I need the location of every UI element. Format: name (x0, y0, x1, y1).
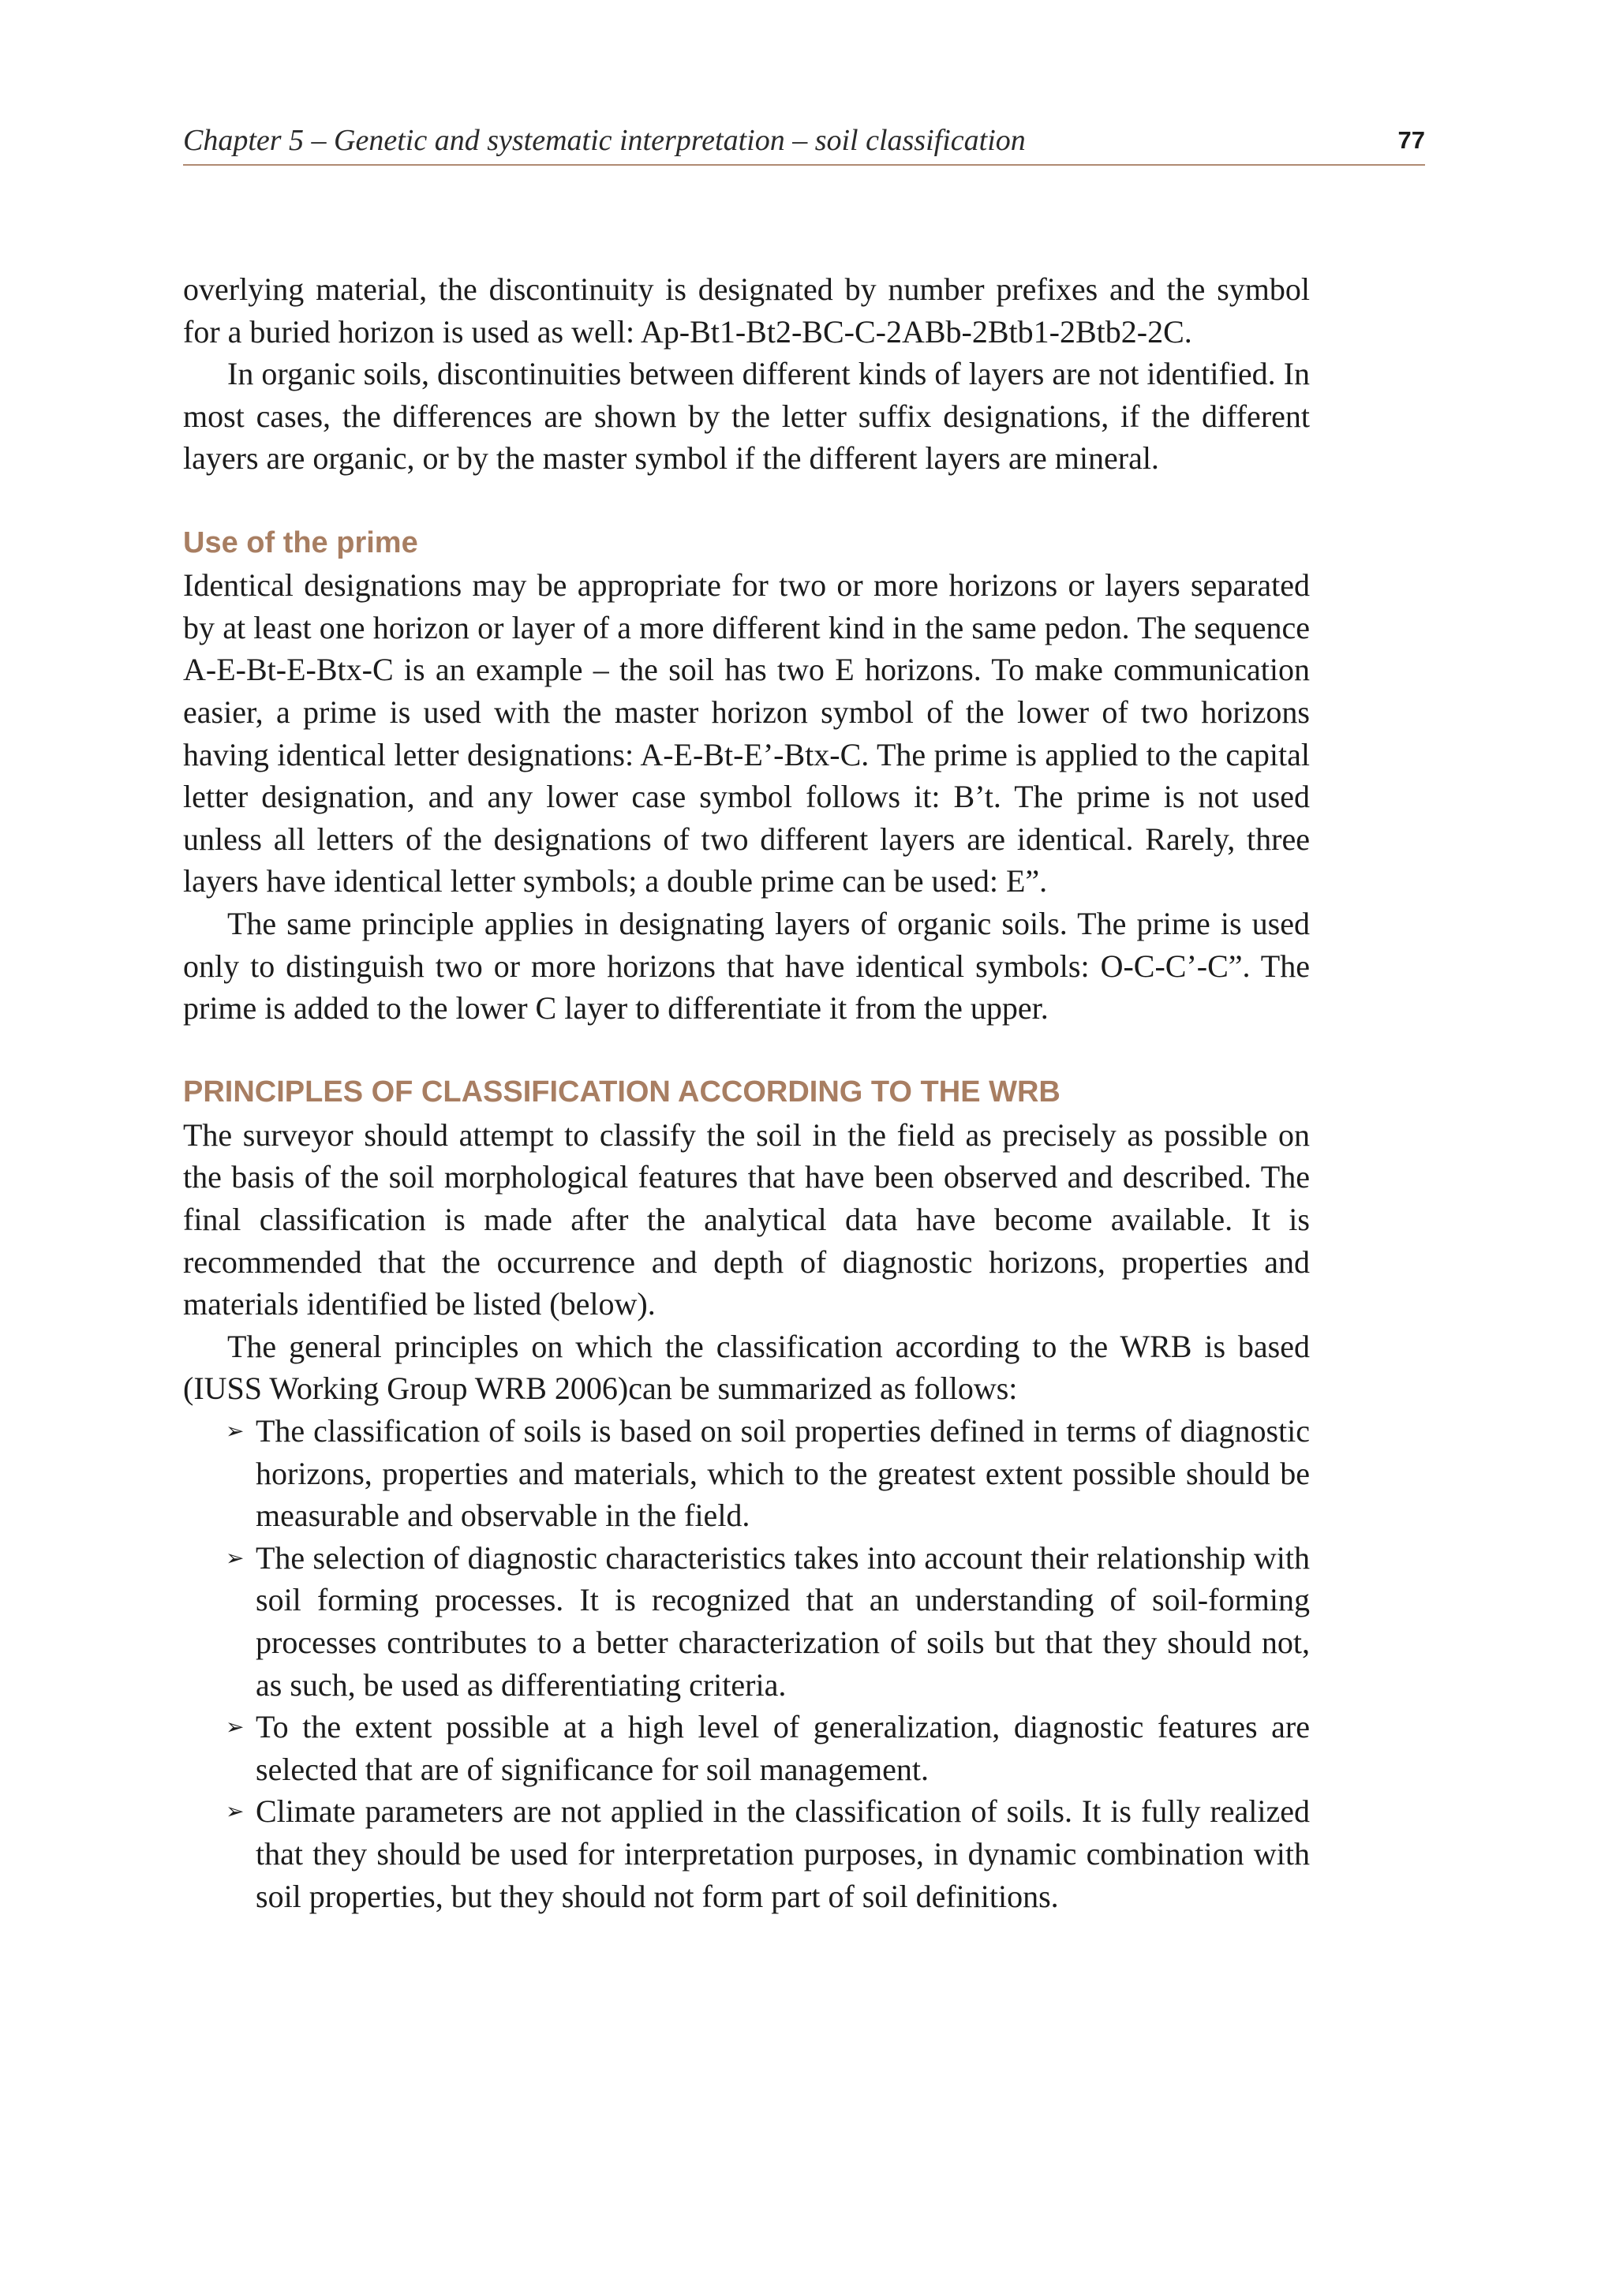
list-item-text: The classification of soils is based on soil properties defined in terms of diagnostic horizons, properties and materials, which to the greatest extent possible should be measurable and observable in the field. (256, 1413, 1310, 1534)
list-item (183, 1706, 1310, 1790)
arrow-bullet-icon: ➢ (226, 1418, 245, 1445)
section-spacer (183, 1030, 1310, 1072)
principles-list (183, 1410, 1310, 1917)
arrow-bullet-icon: ➢ (226, 1798, 245, 1825)
paragraph-prime-identical: Identical designations may be appropriate for two or more horizons or layers separated by at least one horizon or layer of a more different kind in the same pedon. The sequence A-E-Bt-E-Btx-C is an example – the soil has two E horizons. To make communication easier, a prime is used with the master horizon symbol of the lower of two horizons having identical letter designations: A-E-Bt-E’-Btx-C. The prime is applied to the capital letter designation, and any lower case symbol follows it: B’t. The prime is not used unless all letters of the designations of two different layers are identical. Rarely, three layers have identical letter symbols; a double prime can be used: E”. (183, 567, 1310, 899)
main-content (183, 268, 1310, 1917)
paragraph-prime-organic: The same principle applies in designating layers of organic soils. The prime is used only to distinguish two or more horizons that have identical symbols: O-C-C’-C”. The prime is added to the lower C layer to differentiate it from the upper. (183, 905, 1310, 1026)
list-item-text: The selection of diagnostic characteristics takes into account their relationship with soil forming processes. It is recognized that an understanding of soil-forming processes contributes to a better characterization of soils but that they should not, as such, be used as differentiating criteria. (256, 1539, 1310, 1703)
list-item (183, 1537, 1310, 1706)
arrow-bullet-icon: ➢ (226, 1714, 245, 1741)
page-number: 77 (1397, 126, 1425, 154)
paragraph-wrb-surveyor: The surveyor should attempt to classify the soil in the field as precisely as possible on the basis of the soil morphological features that have been observed and described. The final classification is made after the analytical data have become available. It is recommended that the occurrence and depth of diagnostic horizons, properties and materials identified be listed (below). (183, 1116, 1310, 1322)
paragraph-discontinuity: overlying material, the discontinuity is designated by number prefixes and the symbol for a buried horizon is used as well: Ap-Bt1-Bt2-BC-C-2ABb-2Btb1-2Btb2-2C. (183, 271, 1310, 350)
list-item-text: To the extent possible at a high level of generalization, diagnostic features are selected that are of significance for soil management. (256, 1709, 1310, 1787)
arrow-bullet-icon: ➢ (226, 1544, 245, 1571)
list-item (183, 1410, 1310, 1537)
section-heading-prime: Use of the prime (183, 525, 418, 559)
paragraph-organic-soils: In organic soils, discontinuities between different kinds of layers are not identified. In most cases, the differences are shown by the letter suffix designations, if the different layers are organic, or by the master symbol if the different layers are mineral. (183, 356, 1310, 477)
section-spacer (183, 480, 1310, 522)
running-title: Chapter 5 – Genetic and systematic interpretation – soil classification (183, 124, 1026, 157)
paragraph-wrb-principles: The general principles on which the classification according to the WRB is based (IUSS Working Group WRB 2006)can be summarized as follows: (183, 1328, 1310, 1407)
section-heading-wrb: PRINCIPLES OF CLASSIFICATION ACCORDING TO THE WRB (183, 1075, 1060, 1109)
list-item-text: Climate parameters are not applied in the classification of soils. It is fully realized that they should be used for interpretation purposes, in dynamic combination with soil properties, but they should not form part of soil definitions. (256, 1793, 1310, 1914)
list-item (183, 1790, 1310, 1917)
running-header (183, 118, 1425, 166)
